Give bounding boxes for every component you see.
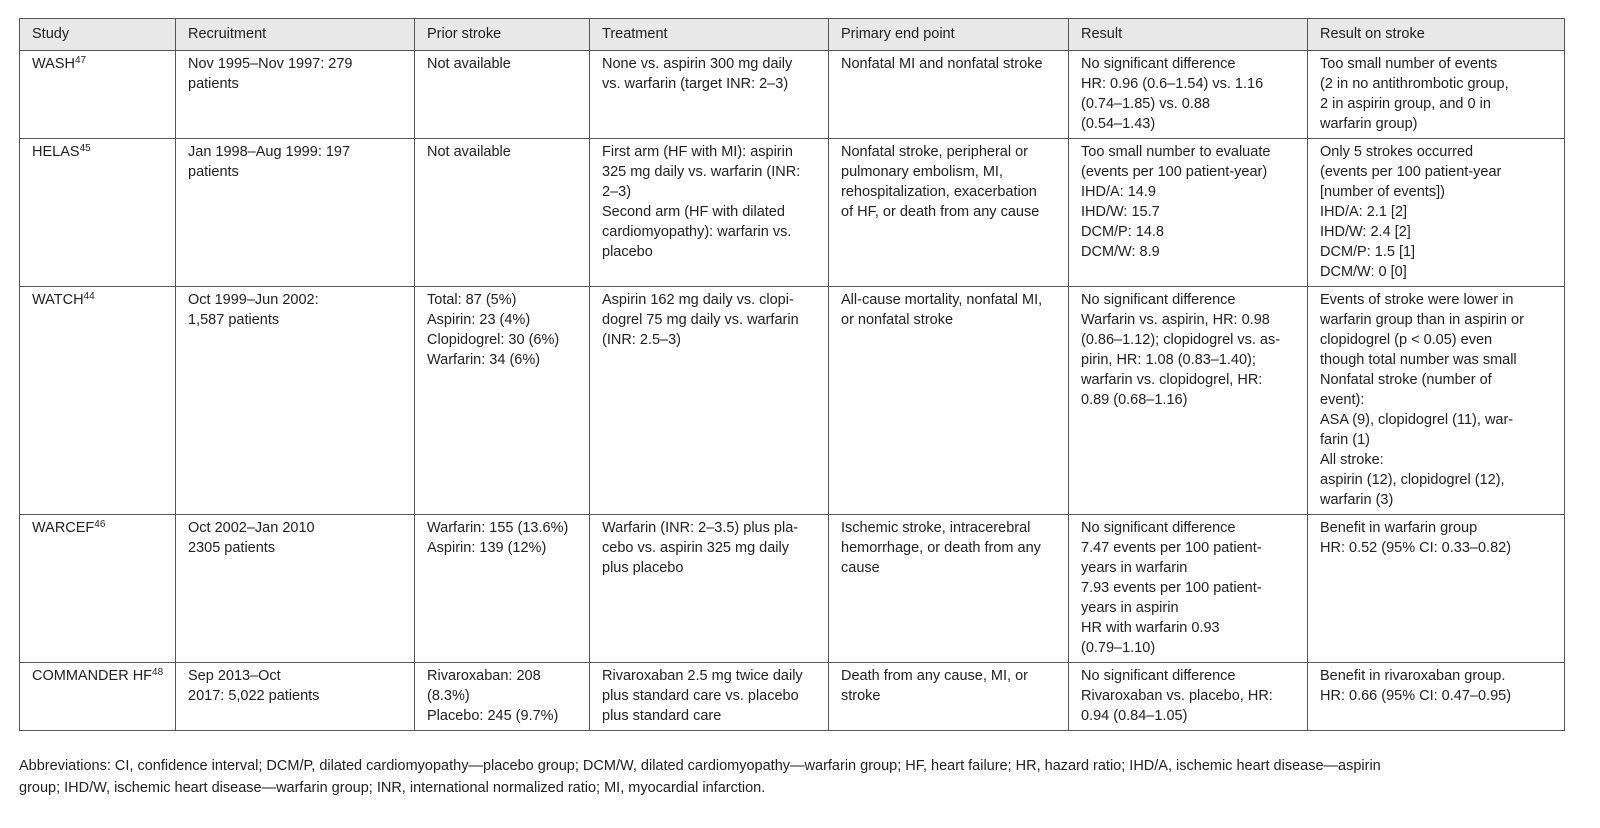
cell-line: warfarin vs. clopidogrel, HR: — [1081, 372, 1263, 388]
cell-line: Placebo: 245 (9.7%) — [427, 708, 559, 724]
cell-line: No significant difference — [1081, 292, 1236, 308]
prior-stroke-cell — [415, 287, 590, 515]
result-cell — [1069, 515, 1308, 663]
result-cell — [1069, 139, 1308, 287]
cell-line: stroke — [841, 688, 881, 704]
result-on-stroke-cell — [1308, 139, 1565, 287]
column-header: Result on stroke — [1308, 19, 1565, 51]
cell-line: (events per 100 patient-year) — [1081, 164, 1268, 180]
cell-line: farin (1) — [1320, 432, 1370, 448]
cell-line: years in aspirin — [1081, 600, 1179, 616]
cell-line: Sep 2013–Oct — [188, 668, 281, 684]
table-body — [20, 51, 1565, 731]
cell-line: (0.86–1.12); clopidogrel vs. as- — [1081, 332, 1281, 348]
cell-line: Ischemic stroke, intracerebral — [841, 520, 1031, 536]
cell-line: None vs. aspirin 300 mg daily — [602, 56, 793, 72]
reference-number: 44 — [83, 291, 95, 302]
cell-line: HR with warfarin 0.93 — [1081, 620, 1220, 636]
cell-line: Total: 87 (5%) — [427, 292, 517, 308]
cell-line: pirin, HR: 1.08 (0.83–1.40); — [1081, 352, 1256, 368]
result-on-stroke-cell — [1308, 663, 1565, 731]
cell-line: warfarin group than in aspirin or — [1320, 312, 1524, 328]
study-cell — [20, 515, 176, 663]
recruitment-cell — [176, 663, 415, 731]
result-on-stroke-cell — [1308, 51, 1565, 139]
cell-line: (0.79–1.10) — [1081, 640, 1156, 656]
cell-line: cebo vs. aspirin 325 mg daily — [602, 540, 789, 556]
cell-line: cardiomyopathy): warfarin vs. — [602, 224, 792, 240]
primary-end-point-cell — [829, 139, 1069, 287]
study-name: COMMANDER HF — [32, 668, 153, 684]
cell-line: or nonfatal stroke — [841, 312, 954, 328]
primary-end-point-cell — [829, 515, 1069, 663]
cell-line: (2 in no antithrombotic group, — [1320, 76, 1509, 92]
cell-line: Nonfatal stroke, peripheral or — [841, 144, 1028, 160]
treatment-cell — [590, 515, 829, 663]
header-row — [20, 19, 1565, 51]
recruitment-cell — [176, 139, 415, 287]
column-header: Primary end point — [829, 19, 1069, 51]
cell-line: (0.74–1.85) vs. 0.88 — [1081, 96, 1210, 112]
cell-line: IHD/W: 15.7 — [1081, 204, 1160, 220]
cell-line: 7.93 events per 100 patient- — [1081, 580, 1262, 596]
cell-line: DCM/W: 8.9 — [1081, 244, 1160, 260]
column-header: Prior stroke — [415, 19, 590, 51]
study-name: HELAS — [32, 144, 80, 160]
cell-line: plus placebo — [602, 560, 684, 576]
cell-line: patients — [188, 164, 239, 180]
cell-line: Jan 1998–Aug 1999: 197 — [188, 144, 351, 160]
cell-line: Rivaroxaban vs. placebo, HR: — [1081, 688, 1273, 704]
cell-line: Nonfatal MI and nonfatal stroke — [841, 56, 1043, 72]
cell-line: ASA (9), clopidogrel (11), war- — [1320, 412, 1514, 428]
cell-line: 2017: 5,022 patients — [188, 688, 320, 704]
study-name: WATCH — [32, 292, 84, 308]
cell-line: event): — [1320, 392, 1365, 408]
cell-line: All stroke: — [1320, 452, 1384, 468]
study-cell — [20, 287, 176, 515]
cell-line: vs. warfarin (target INR: 2–3) — [602, 76, 789, 92]
cell-line: All-cause mortality, nonfatal MI, — [841, 292, 1043, 308]
cell-line: No significant difference — [1081, 56, 1236, 72]
cell-line: Not available — [427, 56, 511, 72]
cell-line: aspirin (12), clopidogrel (12), — [1320, 472, 1505, 488]
prior-stroke-cell — [415, 139, 590, 287]
cell-line: of HF, or death from any cause — [841, 204, 1040, 220]
study-name: WASH — [32, 56, 75, 72]
prior-stroke-cell — [415, 51, 590, 139]
reference-number: 47 — [74, 55, 87, 66]
cell-line: Warfarin: 155 (13.6%) — [427, 520, 569, 536]
cell-line: warfarin (3) — [1320, 492, 1394, 508]
column-header: Treatment — [590, 19, 829, 51]
prior-stroke-cell — [415, 663, 590, 731]
cell-line: (8.3%) — [427, 688, 470, 704]
study-cell — [20, 663, 176, 731]
reference-number: 45 — [79, 143, 91, 154]
cell-line: Events of stroke were lower in — [1320, 292, 1514, 308]
column-header: Recruitment — [176, 19, 415, 51]
cell-line: First arm (HF with MI): aspirin — [602, 144, 793, 160]
cell-line: Warfarin vs. aspirin, HR: 0.98 — [1081, 312, 1270, 328]
cell-line: Aspirin 162 mg daily vs. clopi- — [602, 292, 794, 308]
cell-line: DCM/P: 14.8 — [1081, 224, 1164, 240]
cell-line: Rivaroxaban 2.5 mg twice daily — [602, 668, 803, 684]
cell-line: 0.94 (0.84–1.05) — [1081, 708, 1188, 724]
cell-line: (0.54–1.43) — [1081, 116, 1156, 132]
table-row — [20, 139, 1565, 287]
cell-line: [number of events]) — [1320, 184, 1445, 200]
table-row — [20, 663, 1565, 731]
cell-line: Nonfatal stroke (number of — [1320, 372, 1492, 388]
cell-line: pulmonary embolism, MI, — [841, 164, 1003, 180]
cell-line: Only 5 strokes occurred — [1320, 144, 1474, 160]
abbreviations-line: group; IHD/W, ischemic heart disease—warfarin group; INR, international normalized ratio; MI, myocardial infarction. — [19, 780, 766, 796]
cell-line: 325 mg daily vs. warfarin (INR: — [602, 164, 801, 180]
primary-end-point-cell — [829, 51, 1069, 139]
cell-line: rehospitalization, exacerbation — [841, 184, 1037, 200]
cell-line: Aspirin: 23 (4%) — [427, 312, 531, 328]
cell-line: Oct 2002–Jan 2010 — [188, 520, 315, 536]
primary-end-point-cell — [829, 287, 1069, 515]
treatment-cell — [590, 663, 829, 731]
study-name: WARCEF — [32, 520, 95, 536]
study-cell — [20, 139, 176, 287]
column-header: Study — [20, 19, 176, 51]
cell-line: warfarin group) — [1320, 116, 1418, 132]
recruitment-cell — [176, 515, 415, 663]
cell-line: 2 in aspirin group, and 0 in — [1320, 96, 1491, 112]
cell-line: 2–3) — [602, 184, 632, 200]
cell-line: 7.47 events per 100 patient- — [1081, 540, 1262, 556]
cell-line: Benefit in rivaroxaban group. — [1320, 668, 1506, 684]
cell-line: patients — [188, 76, 239, 92]
cell-line: Aspirin: 139 (12%) — [427, 540, 547, 556]
treatment-cell — [590, 139, 829, 287]
cell-line: Too small number of events — [1320, 56, 1498, 72]
cell-line: Benefit in warfarin group — [1320, 520, 1478, 536]
cell-line: dogrel 75 mg daily vs. warfarin — [602, 312, 799, 328]
cell-line: IHD/A: 14.9 — [1081, 184, 1156, 200]
cell-line: Warfarin: 34 (6%) — [427, 352, 541, 368]
cell-line: HR: 0.52 (95% CI: 0.33–0.82) — [1320, 540, 1512, 556]
cell-line: Not available — [427, 144, 511, 160]
treatment-cell — [590, 287, 829, 515]
cell-line: placebo — [602, 244, 653, 260]
cell-line: (INR: 2.5–3) — [602, 332, 681, 348]
recruitment-cell — [176, 51, 415, 139]
cell-line: HR: 0.96 (0.6–1.54) vs. 1.16 — [1081, 76, 1264, 92]
reference-number: 48 — [152, 667, 164, 678]
cell-line: 0.89 (0.68–1.16) — [1081, 392, 1188, 408]
cell-line: DCM/P: 1.5 [1] — [1320, 244, 1416, 260]
cell-line: (events per 100 patient-year — [1320, 164, 1502, 180]
table-row — [20, 515, 1565, 663]
cell-line: HR: 0.66 (95% CI: 0.47–0.95) — [1320, 688, 1512, 704]
result-on-stroke-cell — [1308, 287, 1565, 515]
result-on-stroke-cell — [1308, 515, 1565, 663]
study-table — [19, 18, 1565, 731]
study-cell — [20, 51, 176, 139]
cell-line: though total number was small — [1320, 352, 1517, 368]
cell-line: Too small number to evaluate — [1081, 144, 1271, 160]
cell-line: 2305 patients — [188, 540, 276, 556]
result-cell — [1069, 287, 1308, 515]
cell-line: hemorrhage, or death from any — [841, 540, 1041, 556]
cell-line: cause — [841, 560, 880, 576]
abbreviations-line: Abbreviations: CI, confidence interval; DCM/P, dilated cardiomyopathy—placebo group; DCM/W, dilated cardiomyopathy—warfarin group; HF, heart failure; HR, hazard ratio; IHD/A, ischemic heart disease—aspirin — [19, 758, 1381, 774]
treatment-cell — [590, 51, 829, 139]
column-header: Result — [1069, 19, 1308, 51]
cell-line: Oct 1999–Jun 2002: — [188, 292, 319, 308]
table-row — [20, 51, 1565, 139]
abbreviations-footnote — [19, 755, 1579, 799]
reference-number: 46 — [94, 519, 106, 530]
cell-line: No significant difference — [1081, 520, 1236, 536]
cell-line: DCM/W: 0 [0] — [1320, 264, 1407, 280]
result-cell — [1069, 663, 1308, 731]
cell-line: No significant difference — [1081, 668, 1236, 684]
cell-line: years in warfarin — [1081, 560, 1188, 576]
cell-line: clopidogrel (p < 0.05) even — [1320, 332, 1493, 348]
study-table-container — [19, 18, 1564, 731]
cell-line: Clopidogrel: 30 (6%) — [427, 332, 560, 348]
cell-line: IHD/W: 2.4 [2] — [1320, 224, 1411, 240]
cell-line: IHD/A: 2.1 [2] — [1320, 204, 1408, 220]
cell-line: 1,587 patients — [188, 312, 280, 328]
primary-end-point-cell — [829, 663, 1069, 731]
recruitment-cell — [176, 287, 415, 515]
table-row — [20, 287, 1565, 515]
result-cell — [1069, 51, 1308, 139]
cell-line: Second arm (HF with dilated — [602, 204, 785, 220]
cell-line: Death from any cause, MI, or — [841, 668, 1028, 684]
prior-stroke-cell — [415, 515, 590, 663]
cell-line: Warfarin (INR: 2–3.5) plus pla- — [602, 520, 799, 536]
cell-line: plus standard care vs. placebo — [602, 688, 799, 704]
cell-line: Nov 1995–Nov 1997: 279 — [188, 56, 353, 72]
cell-line: Rivaroxaban: 208 — [427, 668, 541, 684]
cell-line: plus standard care — [602, 708, 722, 724]
